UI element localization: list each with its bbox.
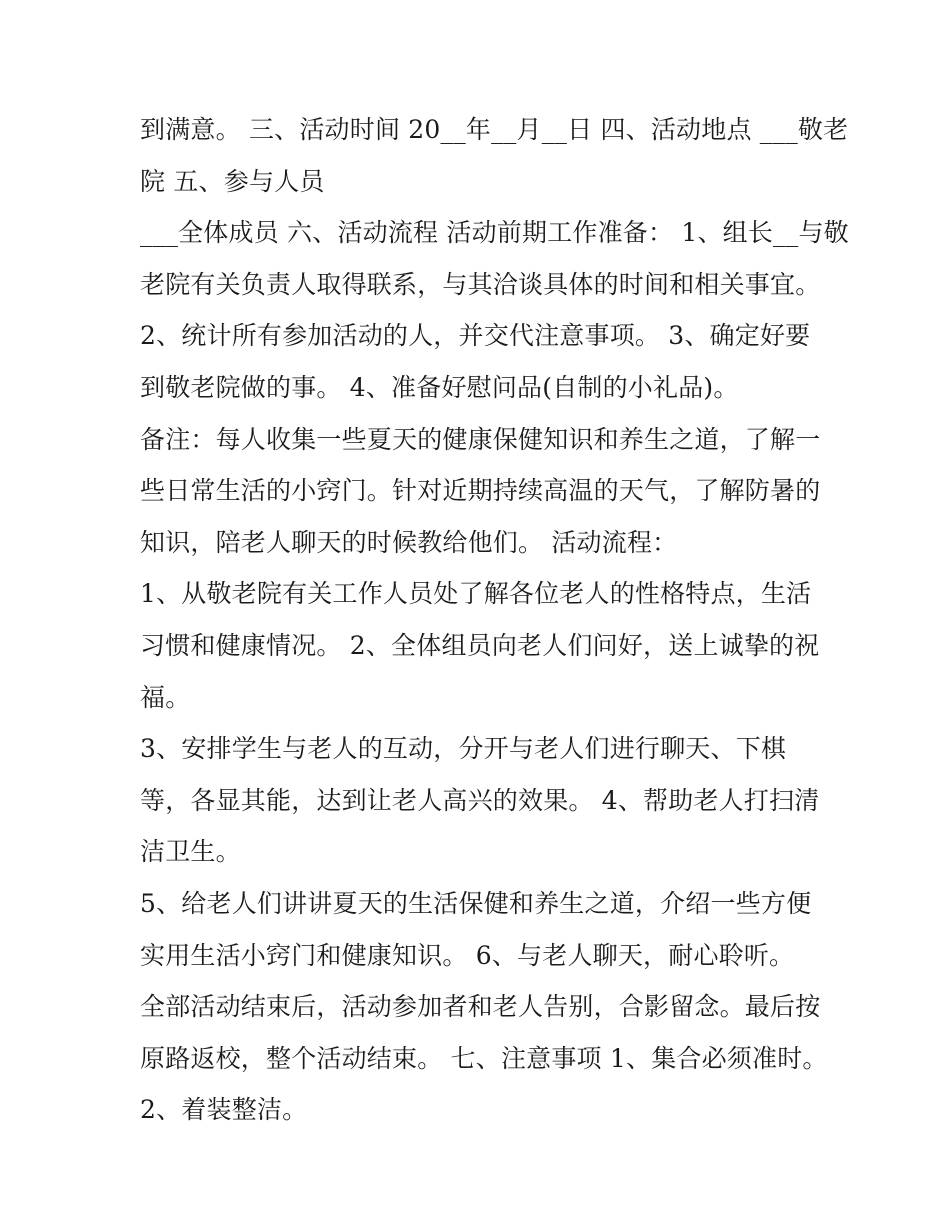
- text-line: 些日常生活的小窍门。针对近期持续高温的天气，了解防暑的: [140, 476, 821, 506]
- text-line: 习惯和健康情况。 2、全体组员向老人们问好，送上诚挚的祝: [140, 630, 820, 660]
- text-line: 福。: [140, 682, 191, 712]
- text-line: 知识，陪老人聊天的时候教给他们。 活动流程：: [140, 527, 678, 557]
- text-line: 1、从敬老院有关工作人员处了解各位老人的性格特点，生活: [140, 579, 812, 609]
- text-line: 到敬老院做的事。 4、准备好慰问品(自制的小礼品)。: [140, 372, 739, 402]
- text-line: 3、安排学生与老人的互动，分开与老人们进行聊天、下棋: [140, 734, 787, 764]
- text-line: 老院有关负责人取得联系，与其洽谈具体的时间和相关事宜。: [140, 269, 821, 299]
- text-line: 等，各显其能，达到让老人高兴的效果。 4、帮助老人打扫清: [140, 785, 820, 815]
- text-line: 院 五、参与人员: [140, 166, 325, 196]
- text-line: 原路返校，整个活动结束。 七、注意事项 1、集合必须准时。: [140, 1043, 828, 1073]
- document-body: [140, 104, 849, 1136]
- text-line: 实用生活小窍门和健康知识。 6、与老人聊天，耐心聆听。: [140, 940, 795, 970]
- text-line: 到满意。 三、活动时间 20__年__月__日 四、活动地点 ___敬老: [140, 115, 849, 144]
- text-line: 2、着装整洁。: [140, 1095, 308, 1125]
- text-line: ___全体成员 六、活动流程 活动前期工作准备： 1、组长__与敬: [140, 218, 849, 248]
- text-line: 5、给老人们讲讲夏天的生活保健和养生之道，介绍一些方便: [140, 888, 812, 918]
- text-line: 2、统计所有参加活动的人，并交代注意事项。 3、确定好要: [140, 321, 811, 351]
- text-line: 全部活动结束后，活动参加者和老人告别，合影留念。最后按: [140, 992, 821, 1022]
- text-line: 洁卫生。: [140, 837, 241, 867]
- text-line: 备注：每人收集一些夏天的健康保健知识和养生之道，了解一: [140, 424, 821, 454]
